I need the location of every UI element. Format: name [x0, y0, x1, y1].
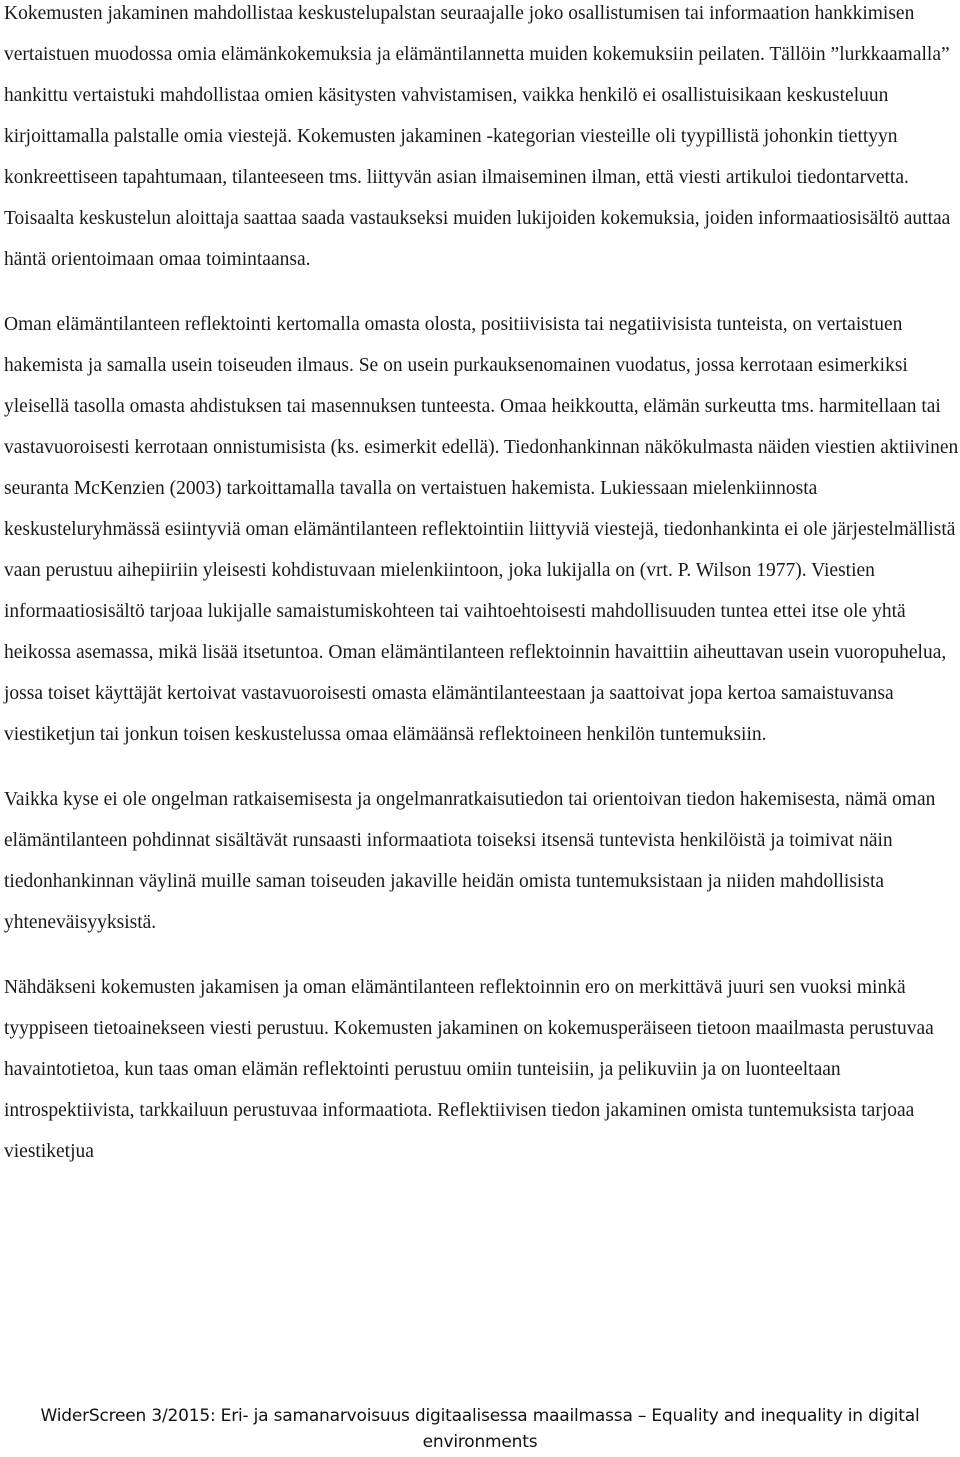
paragraph-life-reflection: Oman elämäntilanteen reflektointi kertomalla omasta olosta, positiivisista tai negatiivisista tunteista, on vertaistuen hakemista ja samalla usein toiseuden ilmaus. Se on usein purkauksenomainen vuodatus, jossa kerrotaan esimerkiksi yleisellä tasolla omasta ahdistuksen tai masennuksen tunteesta. Omaa heikkoutta, elämän surkeutta tms. harmitellaan tai vastavuoroisesti kerrotaan onnistumisista (ks. esimerkit edellä). Tiedonhankinnan näkökulmasta näiden viestien aktiivinen seuranta McKenzien (2003) tarkoittamalla tavalla on vertaistuen hakemista. Lukiessaan mielenkiinnosta keskusteluryhmässä esiintyviä oman elämäntilanteen reflektointiin liittyviä viestejä, tiedonhankinta ei ole järjestelmällistä vaan perustuu aihepiiriin yleisesti kohdistuvaan mielenkiintoon, joka lukijalla on (vrt. P. Wilson 1977). Viestien informaatiosisältö tarjoaa lukijalle samaistumiskohteen tai vaihtoehtoisesti mahdollisuuden tuntea ettei itse ole yhtä heikossa asemassa, mikä lisää itsetuntoa. Oman elämäntilanteen reflektoinnin havaittiin aiheuttavan usein vuoropuhelua, jossa toiset käyttäjät kertoivat vastavuoroisesti omasta elämäntilanteestaan ja saattoivat jopa kertoa samaistuvansa viestiketjun tai jonkun toisen keskustelussa omaa elämäänsä reflektoineen henkilön tuntemuksiin.: [4, 314, 959, 745]
paragraph-information-channels: Vaikka kyse ei ole ongelman ratkaisemisesta ja ongelmanratkaisutiedon tai orientoivan tiedon hakemisesta, nämä oman elämäntilanteen pohdinnat sisältävät runsaasti informaatiota toiseksi itsensä tuntevista henkilöistä ja toimivat näin tiedonhankinnan väylinä muille saman toiseuden jakaville heidän omista tuntemuksistaan ja niiden mahdollisista yhteneväisyyksistä.: [4, 789, 936, 933]
paragraph-knowledge-difference: Nähdäkseni kokemusten jakamisen ja oman elämäntilanteen reflektoinnin ero on merkittävä juuri sen vuoksi minkä tyyppiseen tietoainekseen viesti perustuu. Kokemusten jakaminen on kokemusperäiseen tietoon maailmasta perustuvaa havaintotietoa, kun taas oman elämän reflektointi perustuu omiin tunteisiin, ja pelikuviin ja on luonteeltaan introspektiivista, tarkkailuun perustuvaa informaatiota. Reflektiivisen tiedon jakaminen omista tuntemuksista tarjoaa viestiketjua: [4, 977, 934, 1162]
page-footer: WiderScreen 3/2015: Eri- ja samanarvoisuus digitaalisessa maailmassa – Equality and inequality in digital environments: [40, 1406, 920, 1452]
document-body: [4, 0, 960, 1172]
paragraph-experience-sharing: Kokemusten jakaminen mahdollistaa keskustelupalstan seuraajalle joko osallistumisen tai informaation hankkimisen vertaistuen muodossa omia elämänkokemuksia ja elämäntilannetta muiden kokemuksiin peilaten. Tällöin ”lurkkaamalla” hankittu vertaistuki mahdollistaa omien käsitysten vahvistamisen, vaikka henkilö ei osallistuisikaan keskusteluun kirjoittamalla palstalle omia viestejä. Kokemusten jakaminen -kategorian viesteille oli tyypillistä johonkin tiettyyn konkreettiseen tapahtumaan, tilanteeseen tms. liittyvän asian ilmaiseminen ilman, että viesti artikuloi tiedontarvetta. Toisaalta keskustelun aloittaja saattaa saada vastaukseksi muiden lukijoiden kokemuksia, joiden informaatiosisältö auttaa häntä orientoimaan omaa toimintaansa.: [4, 3, 951, 270]
